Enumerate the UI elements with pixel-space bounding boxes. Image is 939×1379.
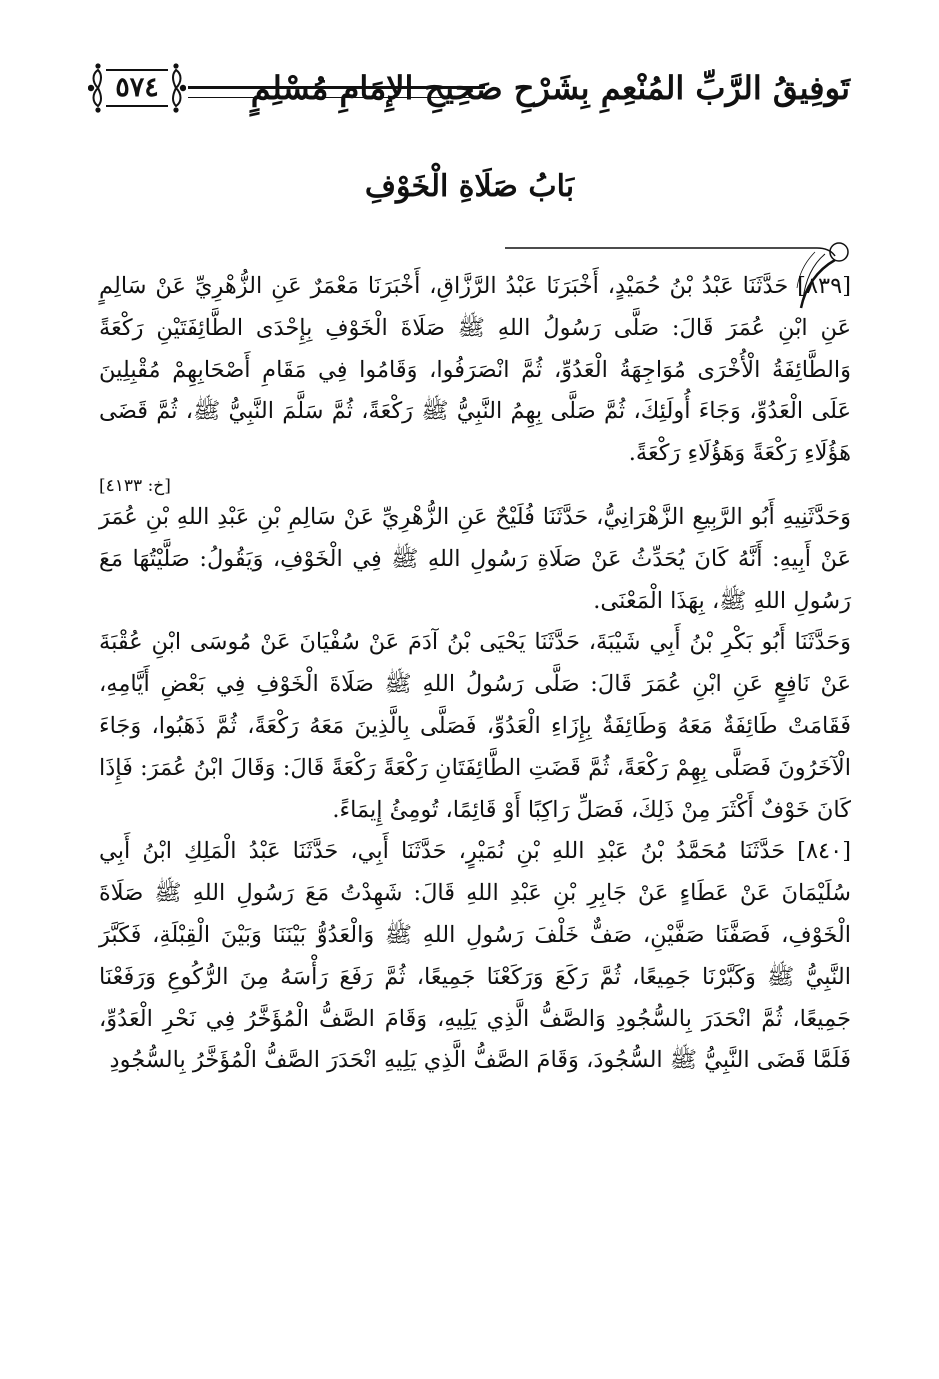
book-title: تَوفِيقُ الرَّبِّ المُنْعِمِ بِشَرْحِ صَحِيحِ الإِمَامِ مُسْلِمٍ: [250, 69, 850, 107]
hadith-paragraph-839-b: وَحَدَّثَنِيهِ أَبُو الرَّبِيعِ الزَّهْرَانِيُّ، حَدَّثَنَا فُلَيْحٌ عَنِ الزُّهْرِيِّ عَنْ سَالِمِ بْنِ عَبْدِ اللهِ بْنِ عُمَرَ عَنْ أَبِيهِ: أَنَّهُ كَانَ يُحَدِّثُ عَنْ صَلَاةِ رَسُولِ اللهِ ﷺ فِي الْخَوْفِ، وَيَقُولُ: صَلَّيْتُهَا مَعَ رَسُولِ اللهِ ﷺ، بِهَذَا الْمَعْنَى.: [99, 503, 851, 614]
page-number: ٥٧٤: [115, 72, 159, 103]
hadith-paragraph-839: [٨٣٩] حَدَّثَنَا عَبْدُ بْنُ حُمَيْدٍ، أَخْبَرَنَا عَبْدُ الرَّزَّاقِ، أَخْبَرَنَا مَعْمَرٌ عَنِ الزُّهْرِيِّ عَنْ سَالِمٍ عَنِ ابْنِ عُمَرَ قَالَ: صَلَّى رَسُولُ اللهِ ﷺ صَلَاةَ الْخَوْفِ بِإِحْدَى الطَّائِفَتَيْنِ رَكْعَةً وَالطَّائِفَةُ الْأُخْرَى مُوَاجِهَةُ الْعَدُوِّ، ثُمَّ انْصَرَفُوا، وَقَامُوا فِي مَقَامِ أَصْحَابِهِمْ مُقْبِلِينَ عَلَى الْعَدُوِّ، وَجَاءَ أُولَئِكَ، ثُمَّ صَلَّى بِهِمُ النَّبِيُّ ﷺ رَكْعَةً، ثُمَّ سَلَّمَ النَّبِيُّ ﷺ، ثُمَّ قَضَى هَؤُلَاءِ رَكْعَةً وَهَؤُلَاءِ رَكْعَةً.: [99, 273, 851, 467]
chapter-heading: بَابُ صَلَاةِ الْخَوْفِ: [364, 169, 575, 204]
running-header: [88, 58, 850, 128]
header-rule: [188, 86, 485, 98]
reference-text: [خ: ٤١٣٣]: [99, 475, 171, 496]
hadith-paragraph-840: [٨٤٠] حَدَّثَنَا مُحَمَّدُ بْنُ عَبْدِ اللهِ بْنِ نُمَيْرٍ، حَدَّثَنَا أَبِي، حَدَّثَنَا عَبْدُ الْمَلِكِ ابْنُ أَبِي سُلَيْمَانَ عَنْ عَطَاءٍ عَنْ جَابِرِ بْنِ عَبْدِ اللهِ قَالَ: شَهِدْتُ مَعَ رَسُولِ اللهِ ﷺ صَلَاةَ الْخَوْفِ، فَصَفَّنَا صَفَّيْنِ، صَفٌّ خَلْفَ رَسُولِ اللهِ ﷺ وَالْعَدُوُّ بَيْنَنَا وَبَيْنَ الْقِبْلَةِ، فَكَبَّرَ النَّبِيُّ ﷺ وَكَبَّرْنَا جَمِيعًا، ثُمَّ رَكَعَ وَرَكَعْنَا جَمِيعًا، ثُمَّ رَفَعَ رَأْسَهُ مِنَ الرُّكُوعِ وَرَفَعْنَا جَمِيعًا، ثُمَّ انْحَدَرَ بِالسُّجُودِ وَالصَّفُّ الَّذِي يَلِيهِ، وَقَامَ الصَّفُّ الْمُؤَخَّرُ فِي نَحْرِ الْعَدُوِّ، فَلَمَّا قَضَى النَّبِيُّ ﷺ السُّجُودَ، وَقَامَ الصَّفُّ الَّذِي يَلِيهِ انْحَدَرَ الصَّفُّ الْمُؤَخَّرُ بِالسُّجُودِ: [99, 838, 851, 1074]
hadith-text: [99, 266, 851, 1082]
hadith-paragraph-839-c: وَحَدَّثَنَا أَبُو بَكْرِ بْنُ أَبِي شَيْبَةَ، حَدَّثَنَا يَحْيَى بْنُ آدَمَ عَنْ سُفْيَانَ عَنْ مُوسَى ابْنِ عُقْبَةَ عَنْ نَافِعٍ عَنِ ابْنِ عُمَرَ قَالَ: صَلَّى رَسُولُ اللهِ ﷺ صَلَاةَ الْخَوْفِ فِي بَعْضِ أَيَّامِهِ، فَقَامَتْ طَائِفَةٌ مَعَهُ وَطَائِفَةٌ بِإِزَاءِ الْعَدُوِّ، فَصَلَّى بِالَّذِينَ مَعَهُ رَكْعَةً، ثُمَّ ذَهَبُوا، وَجَاءَ الْآخَرُونَ فَصَلَّى بِهِمْ رَكْعَةً، ثُمَّ قَضَتِ الطَّائِفَتَانِ رَكْعَةً رَكْعَةً قَالَ: وَقَالَ ابْنُ عُمَرَ: فَإِذَا كَانَ خَوْفٌ أَكْثَرَ مِنْ ذَلِكَ، فَصَلِّ رَاكِبًا أَوْ قَائِمًا، تُومِئُ إِيمَاءً.: [99, 629, 851, 823]
page-number-frame: [88, 62, 186, 114]
bukhari-reference: [99, 473, 851, 499]
